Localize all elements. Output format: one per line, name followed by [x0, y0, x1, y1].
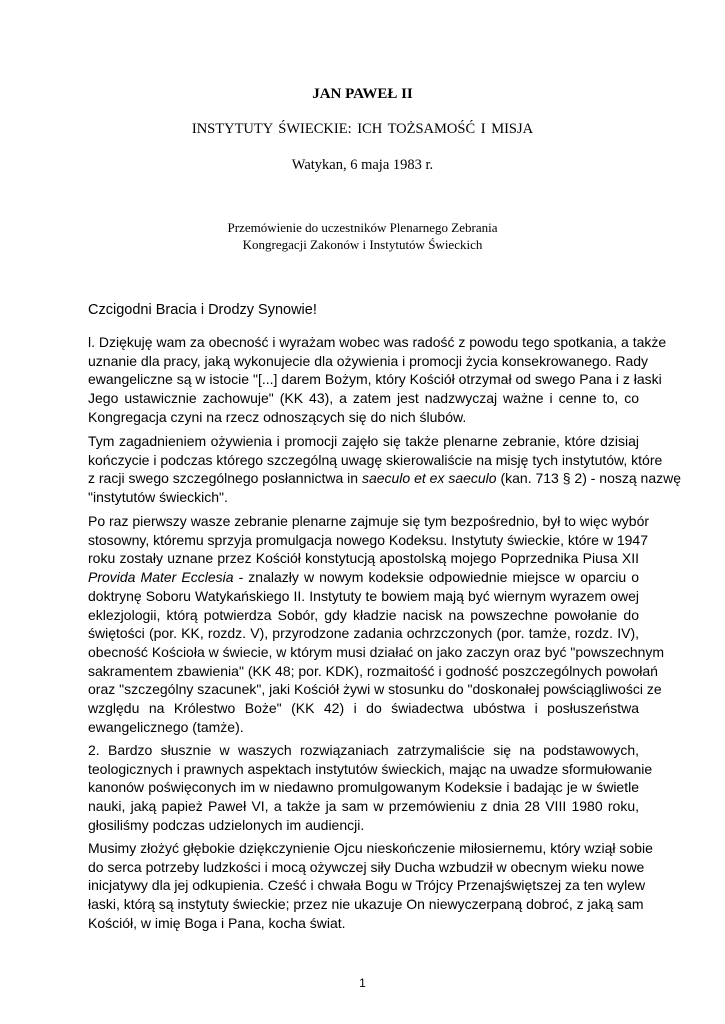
subtitle-line: Kongregacji Zakonów i Instytutów Świeckich — [242, 237, 483, 252]
paragraph-line: inicjatywy dla jej odkupienia. Cześć i chwała Bogu w Trójcy Przenajświętszej za ten wylew — [88, 877, 646, 894]
paragraph-line: kończycie i podczas którego szczególną uwagę skierowaliście na misję tych instytutów, które — [88, 451, 663, 468]
paragraph-line: oraz "szczególny szacunek", jaki Kościół żywi w stosunku do "doskonałej powściągliwości ze — [88, 681, 662, 698]
paragraph-line: Po raz pierwszy wasze zebranie plenarne zajmuje się tym bezpośrednio, był to więc wybór — [88, 513, 650, 529]
salutation: Czcigodni Bracia i Drodzy Synowie! — [88, 302, 317, 318]
paragraph-1 — [88, 333, 667, 427]
subtitle-line: Przemówienie do uczestników Plenarnego Zebrania — [227, 220, 498, 235]
paragraph-line: ewangelicznego (tamże). — [88, 718, 244, 735]
paragraph-line-mixed — [88, 469, 682, 488]
text-run: z racji swego szczególnego posłannictwa in — [88, 470, 362, 487]
paragraph-line: doktrynę Soboru Watykańskiego II. Instytuty te bowiem mają być wiernym wyrazem owej — [88, 587, 639, 604]
paragraph-line: Musimy złożyć głębokie dziękczynienie Ojcu nieskończenie miłosiernemu, który wziął sobie — [88, 840, 653, 856]
paragraph-line: świętości (por. KK, rozdz. V), przyrodzone zadania ochrzczonych (por. tamże, rozdz. IV), — [88, 625, 639, 642]
author-heading: JAN PAWEŁ II — [312, 86, 413, 102]
paragraph-line: kanonów poświęconych im w niedawno promulgowanym Kodeksie i badając je w świetle — [88, 779, 639, 796]
paragraph-line: głosiliśmy podczas udzielonych im audiencji. — [88, 816, 365, 833]
paragraph-line: roku zostały uznane przez Kościół konstytucją apostolską mojego Poprzednika Piusa XII — [88, 550, 639, 567]
text-run: - znalazły w nowym kodeksie odpowiednie miejsce w oparciu o — [233, 569, 639, 586]
page-number: 1 — [359, 976, 366, 990]
paragraph-line: eklezjologii, którą potwierdza Sobór, gdy kładzie nacisk na powszechne powołanie do — [88, 606, 639, 623]
paragraph-line: stosowny, któremu sprzyja promulgacja nowego Kodeksu. Instytuty świeckie, które w 1947 — [88, 531, 648, 548]
paragraph-line: Jego ustawicznie zachowuje" (KK 43), a zatem jest nadzwyczaj ważne i cenne to, co — [88, 390, 639, 407]
paragraph-line: 2. Bardzo słusznie w waszych rozwiązaniach zatrzymaliście się na podstawowych, — [88, 742, 639, 758]
paragraph-line: Kościół, w imię Boga i Pana, kocha świat. — [88, 914, 346, 931]
dateline: Watykan, 6 maja 1983 r. — [291, 157, 434, 173]
paragraph-line: do serca potrzeby ludzkości i mocą ożywczej siły Ducha wzbudził w obecnym wieku nowe — [88, 858, 645, 875]
paragraph-line: obecność Kościoła w świecie, w którym musi działać on jako zaczyn oraz być "powszechnym — [88, 643, 665, 660]
paragraph-line: uznanie dla pracy, jaką wykonujecie dla ożywienia i promocji życia konsekrowanego. Rady — [88, 352, 649, 369]
paragraph-line: nauki, jaką papież Paweł VI, a także ja sam w przemówieniu z dnia 28 VIII 1980 roku, — [88, 798, 639, 815]
paragraph-line: ewangeliczne są w istocie "[...] darem Bożym, który Kościół otrzymał od swego Pana i z łaski — [88, 371, 662, 388]
paragraph-line-mixed — [88, 568, 639, 587]
paragraph-line: sakramentem zbawienia" (KK 48; por. KDK), rozmaitość i godność poszczególnych powołań — [88, 662, 658, 679]
paragraph-5 — [88, 839, 653, 933]
paragraph-4 — [88, 741, 653, 835]
paragraph-2 — [88, 432, 682, 507]
paragraph-line: łaski, którą są instytuty świeckie; przez nie ukazuje On niewyczerpaną dobroć, z jaką sam — [88, 896, 644, 913]
paragraph-line: względu na Królestwo Boże" (KK 42) i do świadectwa ubóstwa i posłuszeństwa — [88, 700, 639, 717]
italic-phrase: Provida Mater Ecclesia — [88, 569, 234, 586]
subtitle — [0, 219, 725, 253]
paragraph-line: Kongregacja czyni na rzecz odnoszących się do nich ślubów. — [88, 408, 467, 425]
paragraph-line: l. Dziękuję wam za obecność i wyrażam wobec was radość z powodu tego spotkania, a także — [88, 334, 667, 350]
italic-phrase: saeculo et ex saeculo — [361, 470, 497, 487]
paragraph-line: teologicznych i prawnych aspektach instytutów świeckich, mając na uwadze sformułowanie — [88, 760, 653, 777]
paragraph-line: "instytutów świeckich". — [88, 489, 228, 506]
paragraph-3 — [88, 512, 665, 736]
document-title: INSTYTUTY ŚWIECKIE: ICH TOŻSAMOŚĆ I MISJA — [191, 121, 534, 137]
text-run: (kan. 713 § 2) - noszą nazwę — [496, 470, 682, 487]
paragraph-line: Tym zagadnieniem ożywienia i promocji zajęło się także plenarne zebranie, które dzisiaj — [88, 433, 639, 449]
